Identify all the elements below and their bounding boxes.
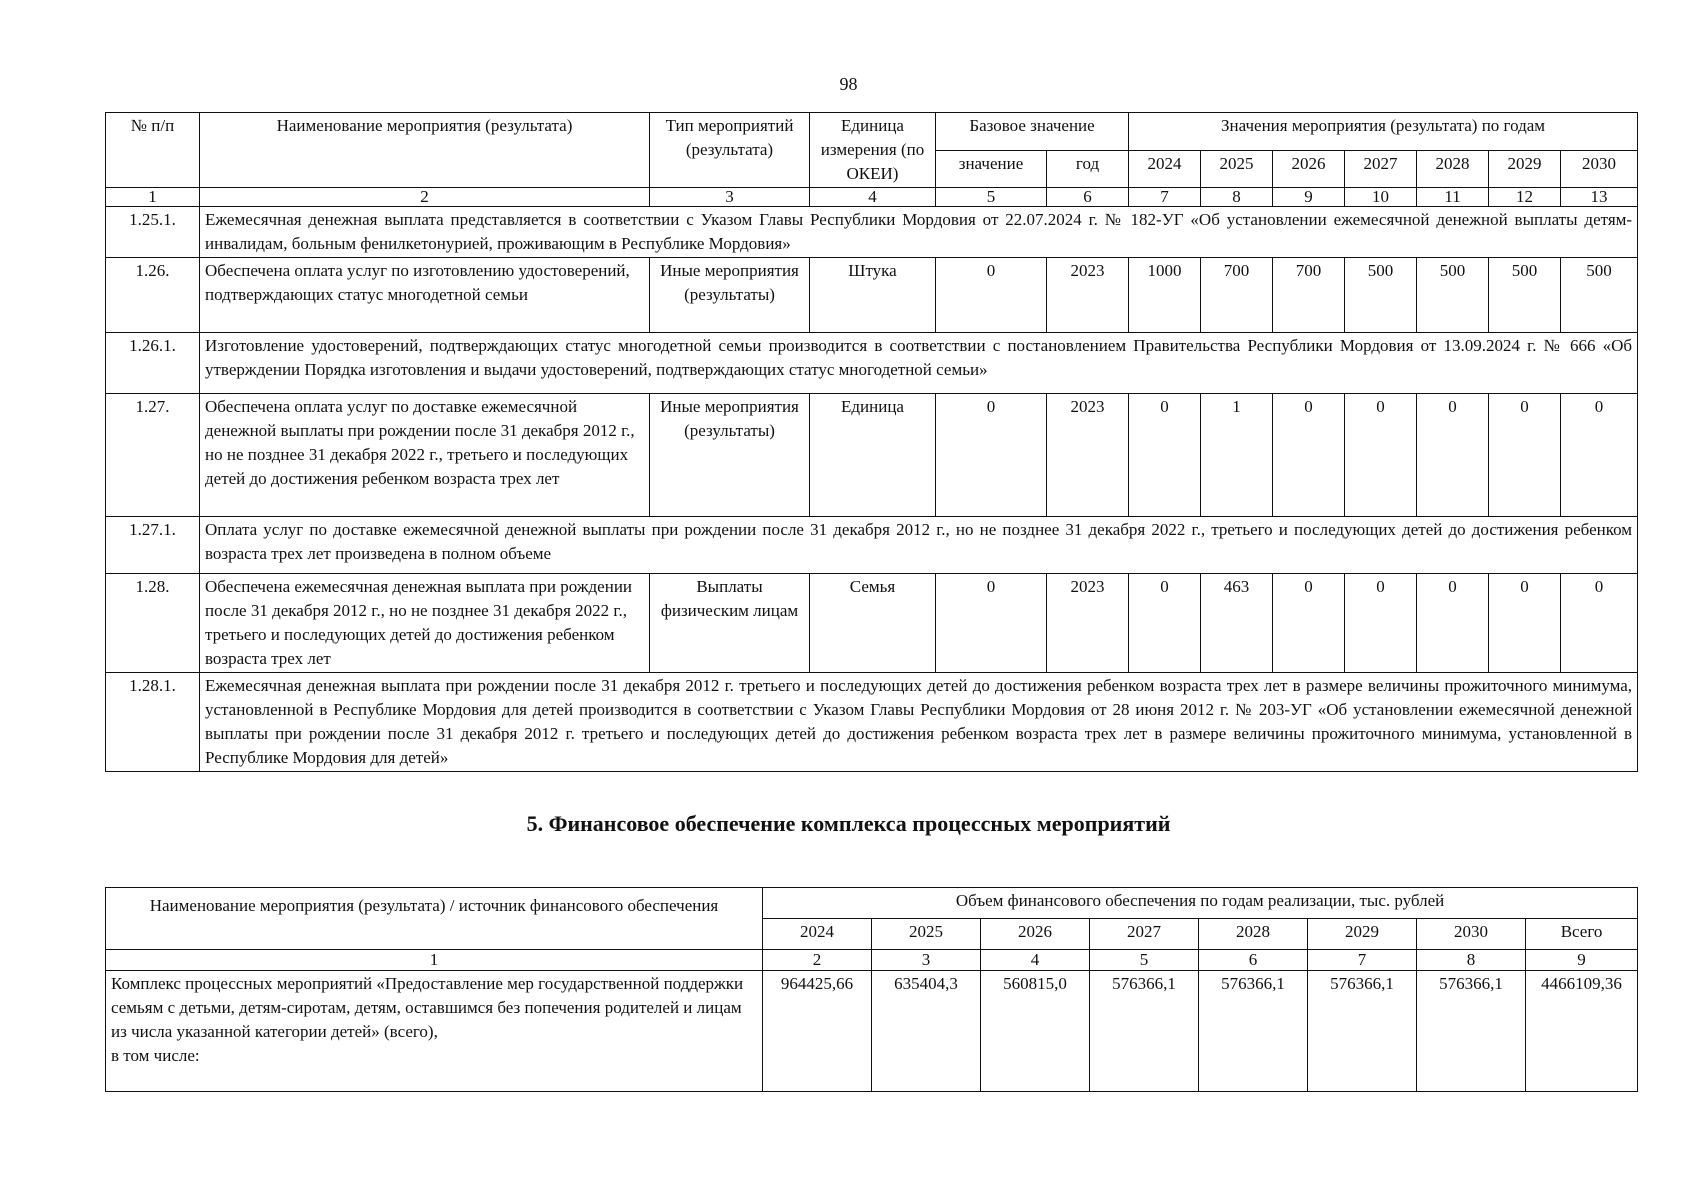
row-base-value: 0 (936, 394, 1047, 517)
header-year: 2027 (1090, 919, 1199, 950)
header-year: 2026 (981, 919, 1090, 950)
row-year-value: 0 (1345, 394, 1417, 517)
column-index: 8 (1201, 188, 1273, 207)
header-volume-group: Объем финансового обеспечения по годам реализации, тыс. рублей (763, 888, 1638, 919)
column-index: 5 (936, 188, 1047, 207)
column-index: 8 (1417, 950, 1526, 971)
table-row (106, 971, 1638, 1092)
row-year-value: 0 (1417, 394, 1489, 517)
column-index: 11 (1417, 188, 1489, 207)
column-index: 2 (763, 950, 872, 971)
column-index-row (106, 950, 1638, 971)
row-type: Иные мероприятия (результаты) (650, 258, 810, 333)
row-year-value: 1000 (1129, 258, 1201, 333)
row-year-value: 700 (1201, 258, 1273, 333)
column-index: 5 (1090, 950, 1199, 971)
column-index: 7 (1308, 950, 1417, 971)
row-year-value: 500 (1489, 258, 1561, 333)
header-year: 2030 (1561, 150, 1638, 188)
column-index: 13 (1561, 188, 1638, 207)
table-row (106, 673, 1638, 772)
column-index: 4 (981, 950, 1090, 971)
row-year-value: 0 (1273, 574, 1345, 673)
row-name: Обеспечена ежемесячная денежная выплата при рождении после 31 декабря 2012 г., но не позднее 31 декабря 2022 г., третьего и последующих детей до достижения ребенком возраста трех лет (200, 574, 650, 673)
row-number: 1.28. (106, 574, 200, 673)
header-year: 2028 (1417, 150, 1489, 188)
table-header-row (106, 888, 1638, 919)
row-year-value: 964425,66 (763, 971, 872, 1092)
table-row (106, 333, 1638, 394)
table-row (106, 207, 1638, 258)
row-year-value: 576366,1 (1090, 971, 1199, 1092)
row-base-value: 0 (936, 258, 1047, 333)
row-number: 1.27.1. (106, 517, 200, 574)
row-year-value: 500 (1417, 258, 1489, 333)
column-index: 9 (1273, 188, 1345, 207)
header-total: Всего (1526, 919, 1638, 950)
table-row (106, 394, 1638, 517)
row-year-value: 576366,1 (1199, 971, 1308, 1092)
row-note: Изготовление удостоверений, подтверждающих статус многодетной семьи производится в соответствии с постановлением Правительства Республики Мордовия от 13.09.2024 г. № 666 «Об утверждении Порядка изготовления и выдачи удостоверений, подтверждающих статус многодетной семьи» (200, 333, 1638, 394)
column-index: 1 (106, 950, 763, 971)
row-year-value: 0 (1129, 574, 1201, 673)
header-year: 2030 (1417, 919, 1526, 950)
header-unit: Единица измерения (по ОКЕИ) (810, 113, 936, 188)
header-name: Наименование мероприятия (результата) (200, 113, 650, 188)
row-year-value: 560815,0 (981, 971, 1090, 1092)
header-year: 2029 (1308, 919, 1417, 950)
row-name: Обеспечена оплата услуг по доставке ежемесячной денежной выплаты при рождении после 31 декабря 2012 г., но не позднее 31 декабря 2022 г., третьего и последующих детей до достижения ребенком возраста трех лет (200, 394, 650, 517)
row-unit: Единица (810, 394, 936, 517)
row-year-value: 500 (1561, 258, 1638, 333)
row-name-text: Комплекс процессных мероприятий «Предоставление мер государственной поддержки семьям с детьми, детям-сиротам, детям, оставшимся без попечения родителей и лицам из числа указанной категории детей» (всего), (111, 974, 744, 1041)
column-index: 9 (1526, 950, 1638, 971)
column-index: 6 (1047, 188, 1129, 207)
column-index: 6 (1199, 950, 1308, 971)
row-year-value: 0 (1129, 394, 1201, 517)
row-year-value: 0 (1561, 574, 1638, 673)
row-year-value: 635404,3 (872, 971, 981, 1092)
row-number: 1.26.1. (106, 333, 200, 394)
column-index: 10 (1345, 188, 1417, 207)
header-type: Тип мероприятий (результата) (650, 113, 810, 188)
page-number: 98 (839, 74, 858, 94)
header-base-year: год (1047, 150, 1129, 188)
financing-table (105, 887, 1638, 1092)
row-note: Ежемесячная денежная выплата представляется в соответствии с Указом Главы Республики Мордовия от 22.07.2024 г. № 182-УГ «Об установлении ежемесячной денежной выплаты детям-инвалидам, больным фенилкетонурией, проживающим в Республике Мордовия» (200, 207, 1638, 258)
row-year-value: 0 (1489, 394, 1561, 517)
header-name: Наименование мероприятия (результата) / источник финансового обеспечения (106, 888, 763, 950)
column-index: 2 (200, 188, 650, 207)
table-row (106, 574, 1638, 673)
header-year: 2024 (763, 919, 872, 950)
row-year-value: 0 (1345, 574, 1417, 673)
row-base-year: 2023 (1047, 394, 1129, 517)
column-index-row (106, 188, 1638, 207)
row-base-value: 0 (936, 574, 1047, 673)
row-year-value: 0 (1561, 394, 1638, 517)
table-row (106, 517, 1638, 574)
row-year-value: 0 (1417, 574, 1489, 673)
header-year: 2029 (1489, 150, 1561, 188)
row-name: Обеспечена оплата услуг по изготовлению удостоверений, подтверждающих статус многодетной семьи (200, 258, 650, 333)
column-index: 3 (872, 950, 981, 971)
row-unit: Семья (810, 574, 936, 673)
row-type: Иные мероприятия (результаты) (650, 394, 810, 517)
row-year-value: 576366,1 (1417, 971, 1526, 1092)
row-note: Оплата услуг по доставке ежемесячной денежной выплаты при рождении после 31 декабря 2012 г., но не позднее 31 декабря 2022 г., третьего и последующих детей до достижения ребенком возраста трех лет произведена в полном объеме (200, 517, 1638, 574)
column-index: 1 (106, 188, 200, 207)
row-year-value: 0 (1489, 574, 1561, 673)
header-num: № п/п (106, 113, 200, 188)
header-year: 2025 (1201, 150, 1273, 188)
results-table (105, 112, 1638, 772)
row-unit: Штука (810, 258, 936, 333)
row-number: 1.28.1. (106, 673, 200, 772)
header-year: 2027 (1345, 150, 1417, 188)
column-index: 4 (810, 188, 936, 207)
header-base-value: значение (936, 150, 1047, 188)
column-index: 12 (1489, 188, 1561, 207)
header-years-group: Значения мероприятия (результата) по годам (1129, 113, 1638, 151)
header-year: 2026 (1273, 150, 1345, 188)
row-year-value: 0 (1273, 394, 1345, 517)
column-index: 7 (1129, 188, 1201, 207)
row-base-year: 2023 (1047, 574, 1129, 673)
row-total-value: 4466109,36 (1526, 971, 1638, 1092)
row-number: 1.27. (106, 394, 200, 517)
header-year: 2024 (1129, 150, 1201, 188)
column-index: 3 (650, 188, 810, 207)
row-base-year: 2023 (1047, 258, 1129, 333)
row-note: Ежемесячная денежная выплата при рождении после 31 декабря 2012 г. третьего и последующих детей до достижения ребенком возраста трех лет в размере величины прожиточного минимума, установленной в Республике Мордовия для детей производится в соответствии с Указом Главы Республики Мордовия от 28 июня 2012 г. № 203-УГ «Об установлении ежемесячной денежной выплаты при рождении после 31 декабря 2012 г. третьего и последующих детей до достижения ребенком возраста трех лет в размере величины прожиточного минимума, установленной в Республике Мордовия для детей» (200, 673, 1638, 772)
row-year-value: 576366,1 (1308, 971, 1417, 1092)
header-year: 2025 (872, 919, 981, 950)
row-number: 1.25.1. (106, 207, 200, 258)
table-header-row (106, 113, 1638, 151)
row-type: Выплаты физическим лицам (650, 574, 810, 673)
header-base: Базовое значение (936, 113, 1129, 151)
table-row (106, 258, 1638, 333)
row-name (106, 971, 763, 1092)
row-year-value: 500 (1345, 258, 1417, 333)
row-number: 1.26. (106, 258, 200, 333)
row-year-value: 700 (1273, 258, 1345, 333)
row-name-suffix: в том числе: (111, 1046, 200, 1065)
row-year-value: 1 (1201, 394, 1273, 517)
row-year-value: 463 (1201, 574, 1273, 673)
section-title: 5. Финансовое обеспечение комплекса процессных мероприятий (526, 811, 1171, 836)
header-year: 2028 (1199, 919, 1308, 950)
